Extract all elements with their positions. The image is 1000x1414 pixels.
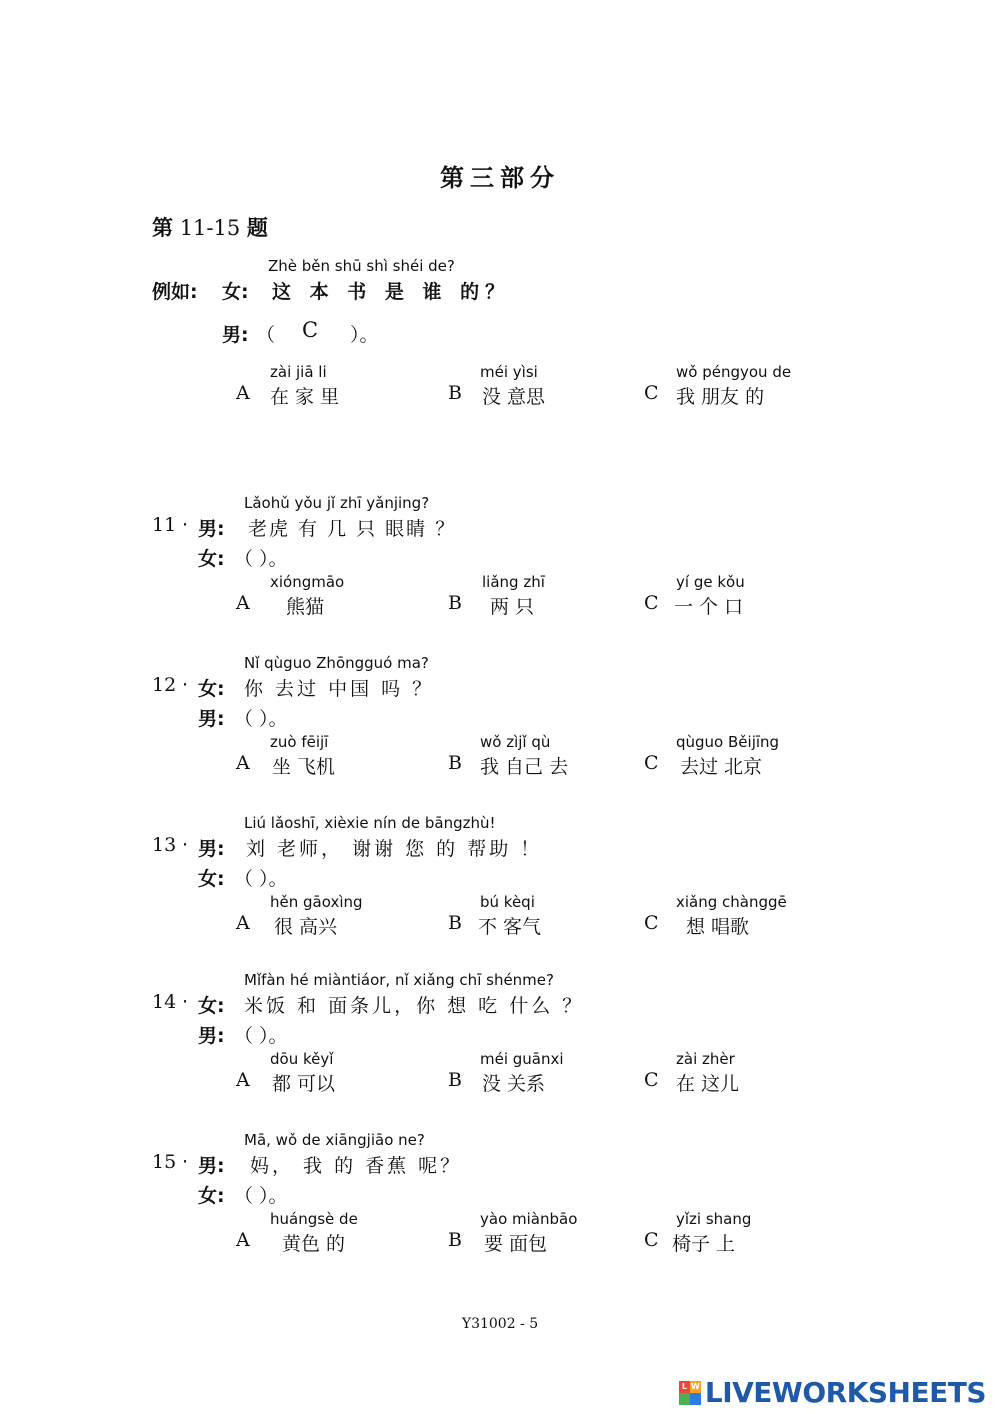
option-c-letter[interactable]: C	[644, 752, 659, 774]
option-c-text: 去过 北京	[680, 756, 763, 778]
example-answer-close: ）。	[350, 324, 379, 346]
question-speaker2: 女:	[198, 548, 225, 570]
logo-tile: L	[679, 1381, 690, 1393]
option-b-text: 两 只	[490, 596, 535, 618]
option-pinyin: zài jiā li	[270, 363, 327, 381]
option-c-letter[interactable]: C	[644, 592, 659, 614]
option-a-pinyin: xióngmāo	[270, 573, 345, 591]
question-number: 13	[152, 834, 177, 856]
option-letter: C	[644, 382, 659, 404]
option-a-letter[interactable]: A	[236, 912, 250, 934]
logo-tile: W	[690, 1381, 700, 1391]
question-dot: ·	[182, 514, 189, 536]
option-b-pinyin: yào miànbāo	[480, 1210, 578, 1228]
answer-blank[interactable]: （ ）。	[234, 868, 288, 890]
option-c-pinyin: yǐzi shang	[676, 1210, 752, 1228]
option-text: 没 意思	[482, 386, 546, 408]
option-b-letter[interactable]: B	[448, 592, 462, 614]
answer-blank[interactable]: （ ）。	[234, 1025, 288, 1047]
question-line: 刘 老师， 谢谢 您 的 帮助 ！	[246, 838, 543, 860]
question-dot: ·	[182, 1151, 189, 1173]
question-speaker2: 男:	[198, 1025, 225, 1047]
option-c-pinyin: xiǎng chànggē	[676, 893, 787, 911]
example-answer-open: （	[256, 324, 276, 346]
option-a-letter[interactable]: A	[236, 1229, 250, 1251]
answer-blank[interactable]: （ ）。	[234, 708, 288, 730]
example-answer: C	[302, 318, 319, 342]
question-number: 15	[152, 1151, 177, 1173]
option-c-letter[interactable]: C	[644, 1069, 659, 1091]
question-speaker2: 女:	[198, 868, 225, 890]
question-line: 米饭 和 面条儿，你 想 吃 什么 ？	[244, 995, 585, 1017]
question-speaker1: 女:	[198, 995, 225, 1017]
question-dot: ·	[182, 991, 189, 1013]
option-b-letter[interactable]: B	[448, 1229, 462, 1251]
question-number: 11	[152, 514, 177, 536]
option-b-letter[interactable]: B	[448, 1069, 462, 1091]
option-c-text: 在 这儿	[676, 1073, 740, 1095]
question-line: 妈， 我 的 香蕉 呢？	[250, 1155, 463, 1177]
option-b-pinyin: bú kèqi	[480, 893, 535, 911]
option-b-text: 不 客气	[478, 916, 542, 938]
option-a-pinyin: huángsè de	[270, 1210, 358, 1228]
option-a-text: 黄色 的	[282, 1233, 346, 1255]
question-number: 14	[152, 991, 177, 1013]
option-text: 在 家 里	[270, 386, 340, 408]
option-a-text: 坐 飞机	[272, 756, 336, 778]
logo-tile	[690, 1393, 701, 1405]
answer-blank[interactable]: （ ）。	[234, 1185, 288, 1207]
question-pinyin: Liú lǎoshī, xièxie nín de bāngzhù!	[244, 814, 496, 832]
question-speaker1: 男:	[198, 518, 225, 540]
question-speaker1: 女:	[198, 678, 225, 700]
answer-blank[interactable]: （ ）。	[234, 548, 288, 570]
question-speaker1: 男:	[198, 838, 225, 860]
logo-text: LIVEWORKSHEETS	[704, 1376, 986, 1409]
option-text: 我 朋友 的	[676, 386, 765, 408]
question-pinyin: Mā, wǒ de xiāngjiāo ne?	[244, 1131, 425, 1149]
question-pinyin: Nǐ qùguo Zhōngguó ma?	[244, 654, 429, 672]
question-line: 你 去过 中国 吗 ？	[244, 678, 435, 700]
example-label: 例如:	[152, 281, 198, 303]
option-a-text: 很 高兴	[274, 916, 338, 938]
question-speaker2: 女:	[198, 1185, 225, 1207]
option-c-letter[interactable]: C	[644, 1229, 659, 1251]
example-speaker1: 女:	[222, 281, 249, 303]
section-prefix: 第	[152, 216, 173, 240]
option-a-pinyin: hěn gāoxìng	[270, 893, 363, 911]
option-c-pinyin: yí ge kǒu	[676, 573, 745, 591]
question-dot: ·	[182, 674, 189, 696]
option-b-pinyin: liǎng zhī	[482, 573, 545, 591]
option-b-text: 没 关系	[482, 1073, 546, 1095]
question-pinyin: Mǐfàn hé miàntiáor, nǐ xiǎng chī shénme?	[244, 971, 554, 989]
option-c-pinyin: zài zhèr	[676, 1050, 735, 1068]
option-letter: A	[236, 382, 250, 404]
option-letter: B	[448, 382, 462, 404]
option-pinyin: wǒ péngyou de	[676, 363, 792, 381]
option-a-letter[interactable]: A	[236, 1069, 250, 1091]
logo-icon	[679, 1381, 701, 1405]
option-a-text: 熊猫	[286, 596, 325, 618]
option-b-pinyin: wǒ zìjǐ qù	[480, 733, 551, 751]
option-c-text: 一 个 口	[674, 596, 744, 618]
option-a-letter[interactable]: A	[236, 592, 250, 614]
page-title: 第三部分	[440, 164, 560, 192]
question-pinyin: Lǎohǔ yǒu jǐ zhī yǎnjing?	[244, 494, 430, 512]
option-a-letter[interactable]: A	[236, 752, 250, 774]
liveworksheets-logo[interactable]	[679, 1376, 986, 1409]
option-b-pinyin: méi guānxi	[480, 1050, 564, 1068]
section-heading	[152, 212, 268, 242]
question-number: 12	[152, 674, 177, 696]
example-pinyin: Zhè běn shū shì shéi de?	[268, 257, 455, 275]
option-c-text: 想 唱歌	[686, 916, 750, 938]
example-speaker2: 男:	[222, 324, 249, 346]
logo-tile	[679, 1393, 690, 1405]
option-a-pinyin: dōu kěyǐ	[270, 1050, 334, 1068]
option-c-pinyin: qùguo Běijīng	[676, 733, 780, 751]
option-c-letter[interactable]: C	[644, 912, 659, 934]
question-speaker2: 男:	[198, 708, 225, 730]
option-a-text: 都 可以	[272, 1073, 336, 1095]
question-dot: ·	[182, 834, 189, 856]
question-speaker1: 男:	[198, 1155, 225, 1177]
page-footer-code: Y31002 - 5	[461, 1316, 539, 1332]
example-line: 这 本 书 是 谁 的？	[272, 281, 511, 303]
section-suffix: 题	[246, 216, 268, 240]
section-range: 11-15	[179, 216, 241, 240]
option-c-text: 椅子 上	[672, 1233, 736, 1255]
option-b-text: 要 面包	[484, 1233, 548, 1255]
question-line: 老虎 有 几 只 眼睛 ？	[248, 518, 457, 540]
option-b-text: 我 自己 去	[480, 756, 569, 778]
option-pinyin: méi yìsi	[480, 363, 538, 381]
option-b-letter[interactable]: B	[448, 752, 462, 774]
option-a-pinyin: zuò fēijī	[270, 733, 329, 751]
option-b-letter[interactable]: B	[448, 912, 462, 934]
